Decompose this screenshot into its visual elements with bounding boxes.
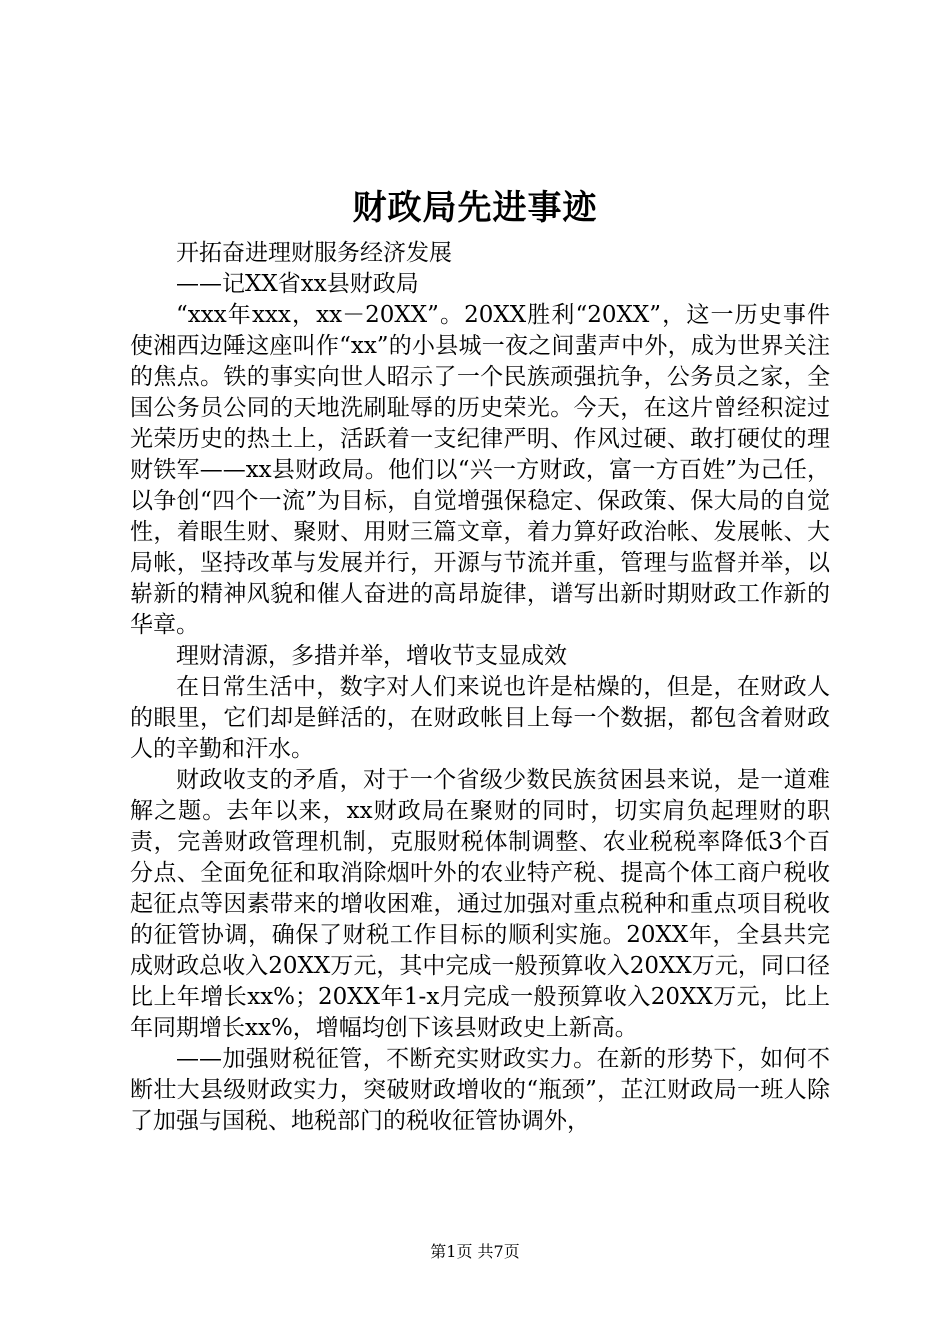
byline: ——记XX省xx县财政局 <box>176 271 419 297</box>
subtitle-line: 开拓奋进理财服务经济发展 <box>176 240 452 266</box>
document-title: 财政局先进事迹 <box>352 188 598 228</box>
page-footer: 第1页 共7页 <box>430 1242 520 1261</box>
document-body <box>130 238 830 1137</box>
body-paragraph: “xxx年xxx，xx－20XX”。20XX胜利“20XX”，这一历史事件使湘西边陲这座叫作“xx”的小县城一夜之间蜚声中外，成为世界关注的焦点。铁的事实向世人昭示了一个民族顽强抗争，公务员之家，全国公务员公同的天地洗刷耻辱的历史荣光。今天，在这片曾经积淀过光荣历史的热土上，活跃着一支纪律严明、作风过硬、敢打硬仗的理财铁军——xx县财政局。他们以“兴一方财政，富一方百姓”为己任，以争创“四个一流”为目标，自觉增强保稳定、保政策、保大局的自觉性，着眼生财、聚财、用财三篇文章，着力算好政治帐、发展帐、大局帐，坚持改革与发展并行，开源与节流并重，管理与监督并举，以崭新的精神风貌和催人奋进的高昂旋律，谱写出新时期财政工作新的华章。 <box>130 302 830 638</box>
body-paragraph: 财政收支的矛盾，对于一个省级少数民族贫困县来说，是一道难解之题。去年以来，xx财政局在聚财的同时，切实肩负起理财的职责，完善财政管理机制，克服财税体制调整、农业税税率降低3个百分点、全面免征和取消除烟叶外的农业特产税、提高个体工商户税收起征点等因素带来的增收困难，通过加强对重点税种和重点项目税收的征管协调，确保了财税工作目标的顺利实施。20XX年，全县共完成财政总收入20XX万元，其中完成一般预算收入20XX万元，同口径比上年增长xx%；20XX年1-x月完成一般预算收入20XX万元，比上年同期增长xx%，增幅均创下该县财政史上新高。 <box>130 767 830 1041</box>
body-paragraph: 在日常生活中，数字对人们来说也许是枯燥的，但是，在财政人的眼里，它们却是鲜活的，在财政帐目上每一个数据，都包含着财政人的辛勤和汗水。 <box>130 674 830 762</box>
body-paragraph: ——加强财税征管，不断充实财政实力。在新的形势下，如何不断壮大县级财政实力，突破财政增收的“瓶颈”，芷江财政局一班人除了加强与国税、地税部门的税收征管协调外， <box>130 1046 830 1134</box>
section-heading: 理财清源，多措并举，增收节支显成效 <box>176 643 567 669</box>
